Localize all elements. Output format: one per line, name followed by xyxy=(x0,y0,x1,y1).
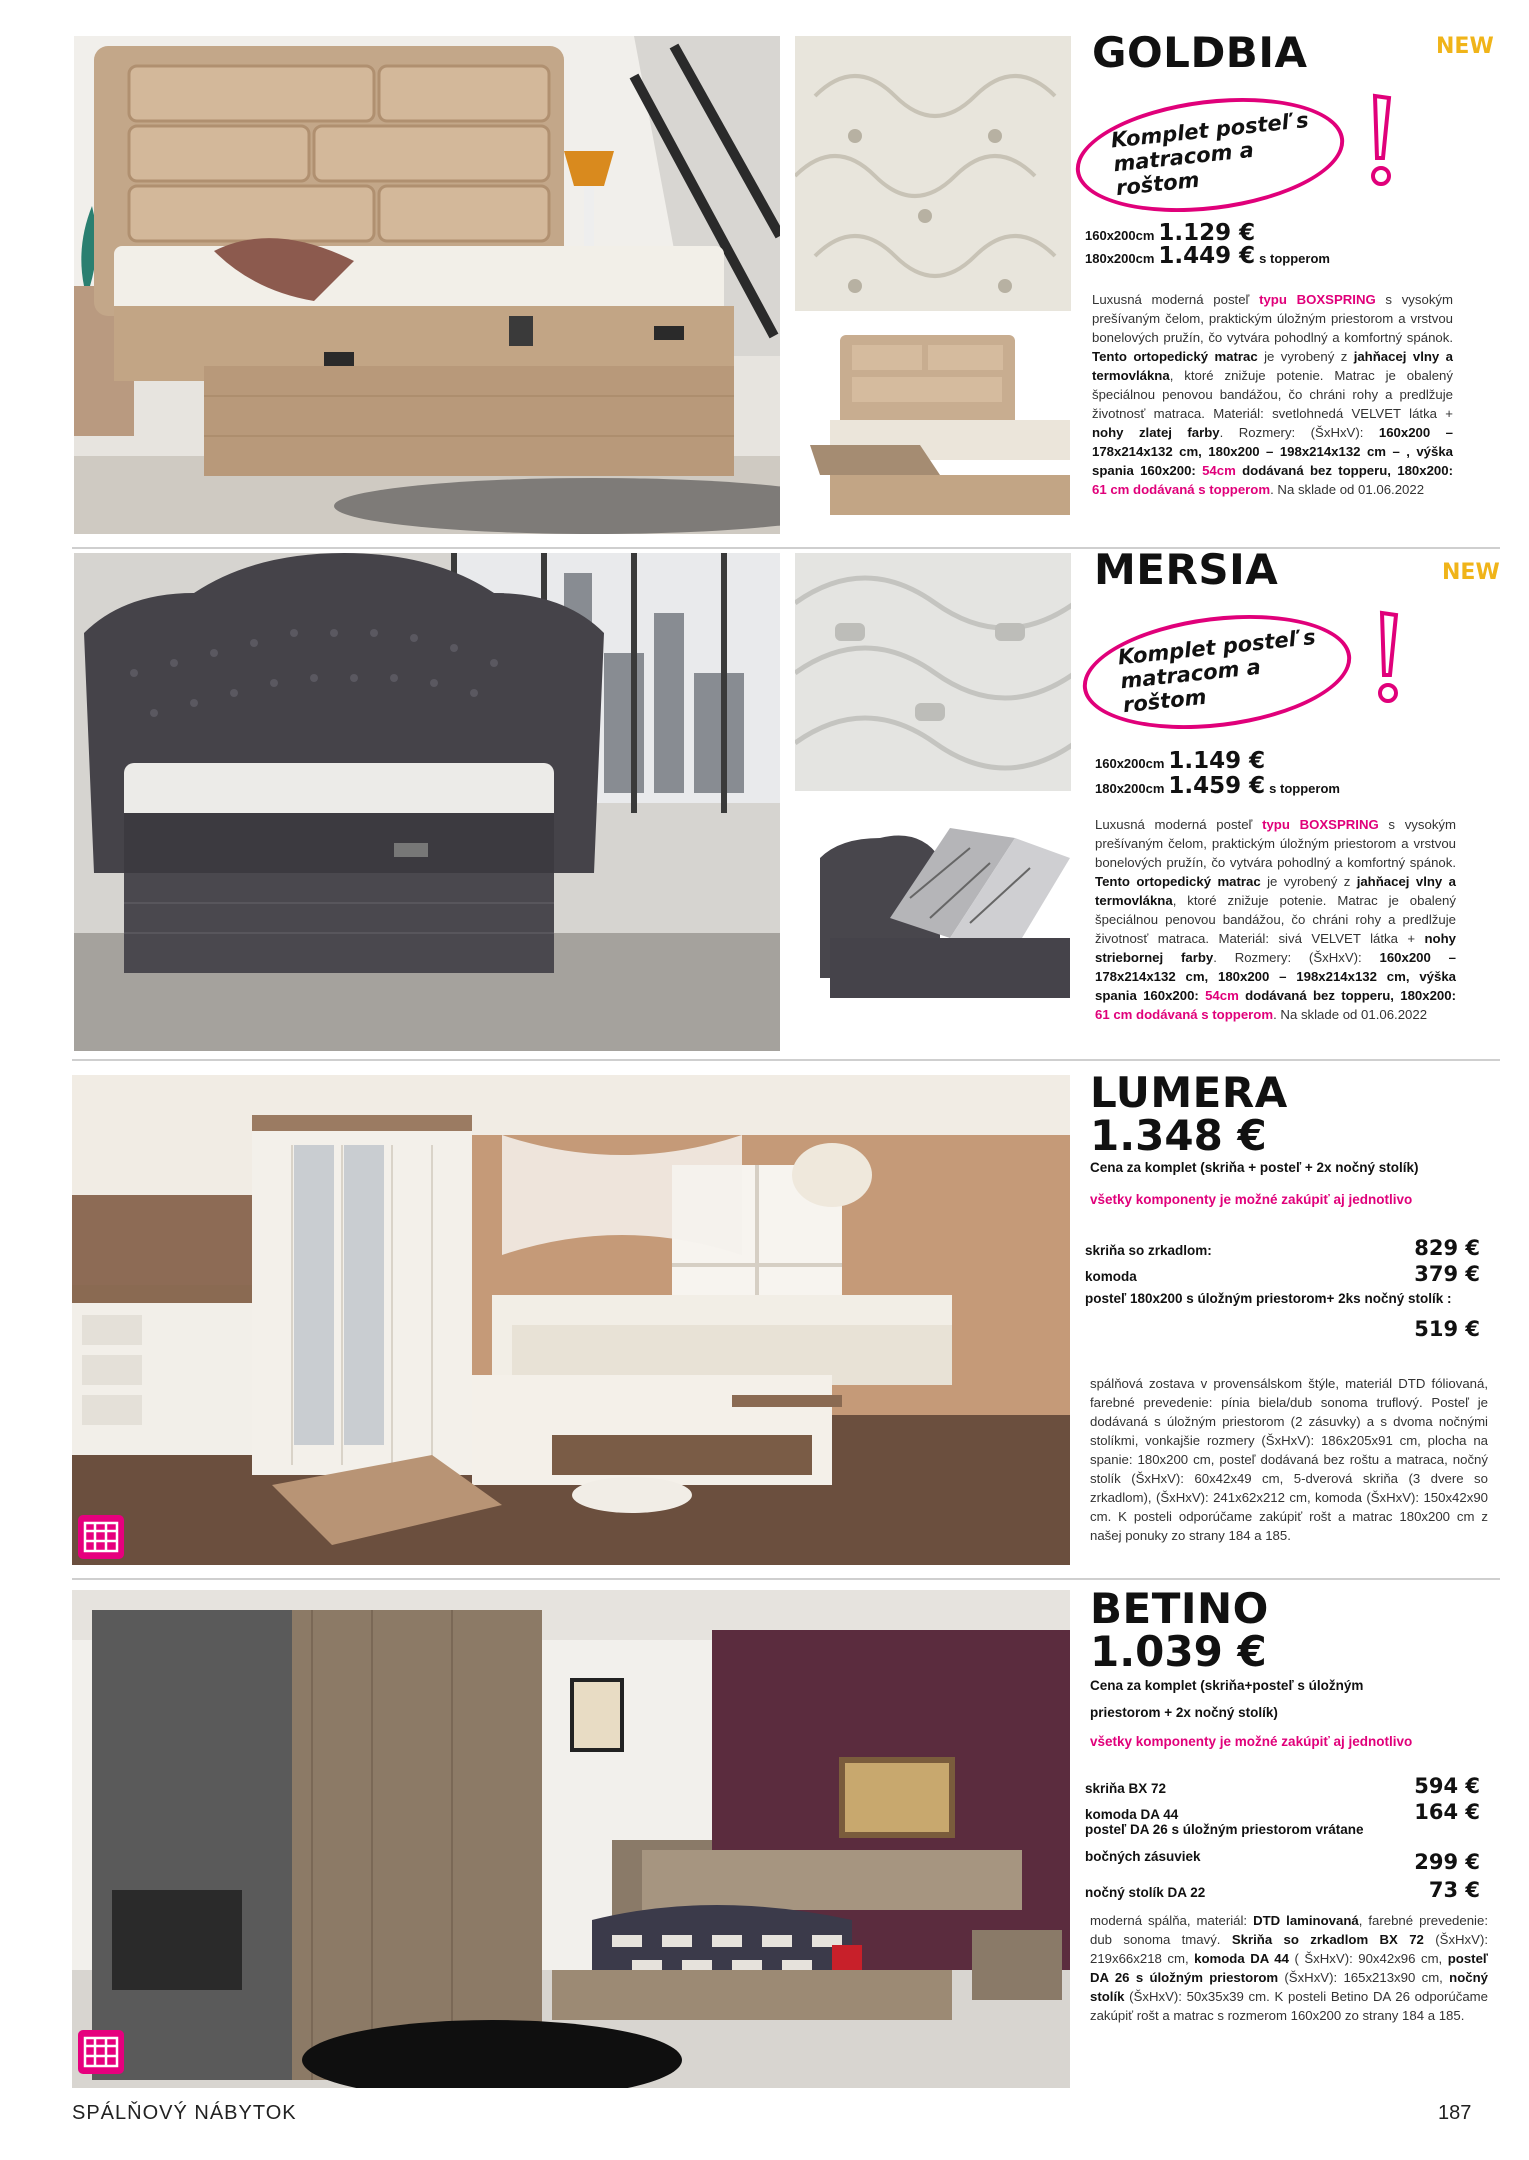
description-fragment: spálňová zostava v provensálskom štýle, materiál DTD fóliovaná, farebné prevedenie: pínia biela/dub sonoma truflový. Posteľ je dodávaná s úložným priestorom (2 zásuvky) a s dvoma nočnými stolíkmi, vonkajšie rozmery (ŠxHxV): 186x205x91 cm, plocha na spanie: 180x200 cm, posteľ dodávaná bez roštu a matraca, nočný stolík (ŠxHxV): 60x42x49 cm, 5-dverová skriňa (3 dvere so zrkadlom), (ŠxHxV): 241x62x212 cm, komoda (ŠxHxV): 150x42x90 cm. K posteli odporúčame zakúpiť rošt a matrac 180x200 cm z našej ponuky zo strany 184 a 185. xyxy=(1090,1376,1488,1543)
promo-callout-mersia xyxy=(1082,617,1412,727)
price-row: 160x200cm 1.149 € xyxy=(1095,748,1266,774)
product-title-mersia: MERSIA xyxy=(1094,545,1279,594)
description-fragment: nohy zlatej farby xyxy=(1092,425,1220,440)
description-fragment: 160x200 – 178x214x132 cm, 180x200 – 198x214x132 cm, výška spania 160x200: xyxy=(1095,950,1456,1003)
set-price-subtitle: Cena za komplet (skriňa + posteľ + 2x nočný stolík) xyxy=(1090,1160,1419,1175)
description-fragment: Skriňa so zrkadlom BX 72 xyxy=(1231,1932,1424,1947)
description-fragment: Tento ortopedický matrac xyxy=(1092,349,1258,364)
description-fragment: dodávaná bez topperu, 180x200: xyxy=(1238,988,1456,1003)
component-price-row: skriňa so zrkadlom: 829 € xyxy=(1085,1236,1480,1260)
description-fragment: 160x200 – 178x214x132 cm, 180x200 – 198x214x132 cm – , výška spania 160x200: xyxy=(1092,425,1454,478)
description-fragment: 54cm xyxy=(1205,988,1239,1003)
assembly-grid-icon xyxy=(78,2030,124,2074)
description-fragment: je vyrobený z xyxy=(1257,349,1354,364)
description-fragment: 61 cm dodávaná s topperom xyxy=(1095,1007,1274,1022)
description-fragment: typu BOXSPRING xyxy=(1259,292,1376,307)
description-fragment: jahňacej vlny a termovlákna xyxy=(1095,874,1456,908)
price-row: 180x200cm 1.449 € s topperom xyxy=(1085,243,1330,269)
page-number: 187 xyxy=(1438,2102,1472,2124)
section-divider xyxy=(72,1578,1500,1580)
description-fragment: 61 cm dodávaná s topperom xyxy=(1092,482,1271,497)
component-price-row: posteľ DA 26 s úložným priestorom vrátane bočných zásuviek 299 € xyxy=(1085,1822,1480,1874)
description-fragment: , farebné prevedenie: dub sonoma tmavý. xyxy=(1090,1913,1488,1947)
description-fragment: nočný stolík xyxy=(1090,1970,1488,2004)
goldbia-mattress-photo xyxy=(795,36,1071,311)
new-badge-mersia: NEW xyxy=(1442,560,1500,585)
description-fragment: (ŠxHxV): 219x66x218 cm, xyxy=(1090,1932,1489,1966)
description-fragment: nohy striebornej farby xyxy=(1095,931,1456,965)
description-fragment: s vysokým prešívaným čelom, praktickým úložným priestorom a vrstvou bonelových pružín, čo vytvára pohodlný a komfortný spánok. xyxy=(1095,817,1457,870)
description-fragment: Tento ortopedický matrac xyxy=(1095,874,1261,889)
promo-text: Komplet posteľ s matracom a roštom xyxy=(1109,107,1310,201)
description-fragment: 54cm xyxy=(1202,463,1236,478)
mersia-storage-photo xyxy=(800,808,1075,1028)
description-fragment: . Rozmery: (ŠxHxV): xyxy=(1219,425,1379,440)
description-fragment: . Na sklade od 01.06.2022 xyxy=(1270,482,1425,497)
promo-text: Komplet posteľ s matracom a roštom xyxy=(1116,624,1317,718)
description-fragment: , ktoré znižuje potenie. Matrac je obalený špeciálnou penovou bandážou, čo chráni rohy a predlžuje životnosť matraca. Materiál: sivá VELVET látka + xyxy=(1095,893,1456,946)
description-fragment: , ktoré znižuje potenie. Matrac je obalený špeciálnou penovou bandážou, čo chráni rohy a predlžuje životnosť matraca. Materiál: svetlohnedá VELVET látka + xyxy=(1092,368,1453,421)
product-description xyxy=(1090,1911,1488,2025)
footer-section-label: SPÁLŇOVÝ NÁBYTOK xyxy=(72,2102,297,2124)
product-description xyxy=(1095,815,1456,1024)
description-fragment: moderná spálňa, materiál: xyxy=(1090,1913,1254,1928)
description-fragment: s vysokým prešívaným čelom, praktickým úložným priestorom a vrstvou bonelových pružín, čo vytvára pohodlný a komfortný spánok. xyxy=(1092,292,1454,345)
betino-bedroom-photo xyxy=(72,1590,1070,2088)
description-fragment: . Na sklade od 01.06.2022 xyxy=(1273,1007,1428,1022)
exclamation-icon xyxy=(1361,92,1401,192)
description-fragment: DTD laminovaná xyxy=(1253,1913,1359,1928)
description-fragment: Luxusná moderná posteľ xyxy=(1095,817,1263,832)
components-note: všetky komponenty je možné zakúpiť aj jednotlivo xyxy=(1090,1192,1413,1207)
description-fragment: dodávaná bez topperu, 180x200: xyxy=(1235,463,1453,478)
mersia-bed-photo xyxy=(74,553,780,1051)
description-fragment: jahňacej vlny a termovlákna xyxy=(1092,349,1453,383)
exclamation-icon xyxy=(1368,609,1408,709)
description-fragment: komoda DA 44 xyxy=(1194,1951,1289,1966)
new-badge-goldbia: NEW xyxy=(1436,34,1494,59)
set-price-betino: 1.039 € xyxy=(1090,1627,1267,1676)
description-fragment: Luxusná moderná posteľ xyxy=(1092,292,1260,307)
promo-callout-goldbia xyxy=(1075,100,1405,210)
price-row: 180x200cm 1.459 € s topperom xyxy=(1095,773,1340,799)
description-fragment: . Rozmery: (ŠxHxV): xyxy=(1213,950,1380,965)
lumera-bedroom-photo xyxy=(72,1075,1070,1565)
component-price-row: komoda 379 € xyxy=(1085,1262,1480,1286)
description-fragment: ( ŠxHxV): 90x42x96 cm, xyxy=(1288,1951,1448,1966)
description-fragment: posteľ DA 26 s úložným priestorom xyxy=(1090,1951,1488,1985)
description-fragment: je vyrobený z xyxy=(1260,874,1357,889)
component-price-row: skriňa BX 72 594 € xyxy=(1085,1774,1480,1798)
description-fragment: (ŠxHxV): 50x35x39 cm. K posteli Betino DA 26 odporúčame zakúpiť rošt a matrac s rozmerom 160x200 zo strany 184 a 185. xyxy=(1090,1989,1488,2023)
goldbia-storage-photo xyxy=(800,325,1075,535)
description-fragment: (ŠxHxV): 165x213x90 cm, xyxy=(1278,1970,1450,1985)
component-price-row: posteľ 180x200 s úložným priestorom+ 2ks nočný stolík : 519 € xyxy=(1085,1291,1480,1341)
product-description xyxy=(1090,1374,1488,1545)
set-price-lumera: 1.348 € xyxy=(1090,1111,1267,1160)
mersia-mattress-photo xyxy=(795,553,1071,791)
section-divider xyxy=(72,1059,1500,1061)
section-divider xyxy=(72,547,1500,549)
product-description xyxy=(1092,290,1453,499)
description-fragment: typu BOXSPRING xyxy=(1262,817,1379,832)
assembly-grid-icon xyxy=(78,1515,124,1559)
components-note: všetky komponenty je možné zakúpiť aj jednotlivo xyxy=(1090,1734,1413,1749)
component-price-row: nočný stolík DA 22 73 € xyxy=(1085,1878,1480,1902)
product-title-lumera: LUMERA xyxy=(1090,1068,1288,1117)
price-row: 160x200cm 1.129 € xyxy=(1085,220,1256,246)
product-title-goldbia: GOLDBIA xyxy=(1092,28,1308,77)
component-price-row: komoda DA 44 164 € xyxy=(1085,1800,1480,1824)
product-title-betino: BETINO xyxy=(1090,1584,1269,1633)
goldbia-bed-photo xyxy=(74,36,780,534)
set-price-subtitle: Cena za komplet (skriňa+posteľ s úložným priestorom + 2x nočný stolík) xyxy=(1090,1678,1364,1720)
